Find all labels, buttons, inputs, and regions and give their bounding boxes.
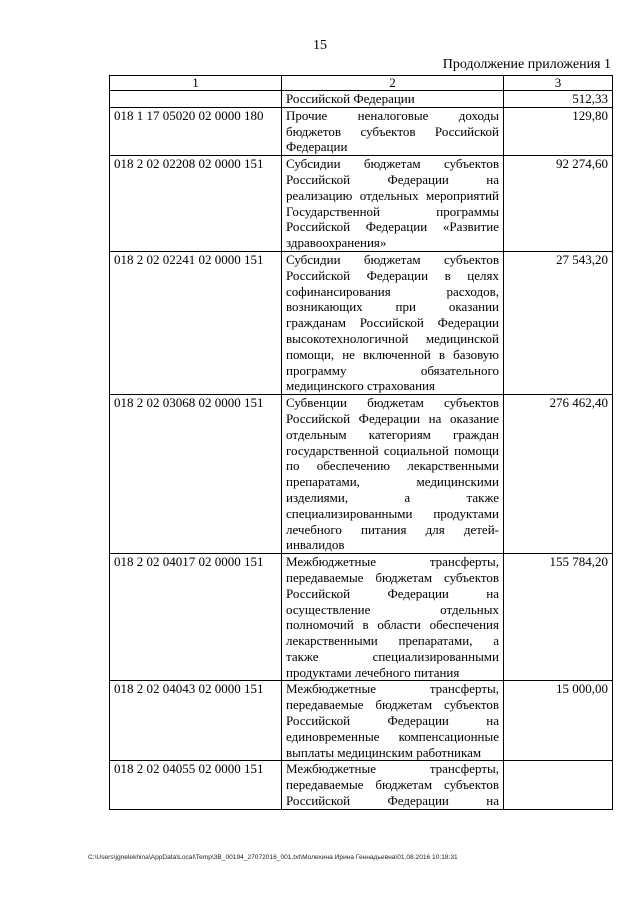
income-description: Межбюджетные трансферты, передаваемые бюджетам субъектов Российской Федерации на единовременные компенсационные выплаты медицинским работникам bbox=[282, 681, 504, 761]
budget-code bbox=[110, 91, 282, 108]
income-amount: 15 000,00 bbox=[504, 681, 613, 761]
income-amount: 129,80 bbox=[504, 107, 613, 155]
income-amount bbox=[504, 761, 613, 809]
income-description: Российской Федерации bbox=[282, 91, 504, 108]
file-path-footer: C:\Users\jgnelekhina\AppData\Local\Temp\3B_00194_27072016_001.txt\Молехина Ирина Геннадьевна\01.08.2016 10:18:31 bbox=[88, 854, 458, 861]
income-description: Прочие неналоговые доходы бюджетов субъектов Российской Федерации bbox=[282, 107, 504, 155]
income-description: Межбюджетные трансферты, передаваемые бюджетам субъектов Российской Федерации на bbox=[282, 761, 504, 809]
income-description: Субвенции бюджетам субъектов Российской Федерации на оказание отдельным категориям граждан государственной социальной помощи по обеспечению лекарственными препаратами, медицинскими изделиями, а также специализированными продуктами лечебного питания для детей-инвалидов bbox=[282, 395, 504, 554]
table-row bbox=[110, 251, 613, 394]
income-amount: 276 462,40 bbox=[504, 395, 613, 554]
budget-code: 018 2 02 04055 02 0000 151 bbox=[110, 761, 282, 809]
budget-code: 018 2 02 03068 02 0000 151 bbox=[110, 395, 282, 554]
table-row bbox=[110, 91, 613, 108]
table-row bbox=[110, 761, 613, 809]
budget-code: 018 2 02 02208 02 0000 151 bbox=[110, 156, 282, 252]
budget-table bbox=[109, 75, 613, 810]
income-description: Межбюджетные трансферты, передаваемые бюджетам субъектов Российской Федерации на осуществление отдельных полномочий в области обеспечения лекарственными препаратами, а также специализированными продуктами лечебного питания bbox=[282, 554, 504, 681]
budget-code: 018 2 02 04017 02 0000 151 bbox=[110, 554, 282, 681]
income-amount: 512,33 bbox=[504, 91, 613, 108]
table-header-row bbox=[110, 76, 613, 91]
table-row bbox=[110, 554, 613, 681]
page-number: 15 bbox=[313, 38, 327, 53]
table-row bbox=[110, 681, 613, 761]
table-row bbox=[110, 156, 613, 252]
column-header-2: 2 bbox=[282, 76, 504, 91]
table-row bbox=[110, 395, 613, 554]
income-amount: 92 274,60 bbox=[504, 156, 613, 252]
budget-code: 018 2 02 02241 02 0000 151 bbox=[110, 251, 282, 394]
column-header-1: 1 bbox=[110, 76, 282, 91]
income-description: Субсидии бюджетам субъектов Российской Федерации на реализацию отдельных мероприятий Государственной программы Российской Федерации «Развитие здравоохранения» bbox=[282, 156, 504, 252]
table-row bbox=[110, 107, 613, 155]
income-description: Субсидии бюджетам субъектов Российской Федерации в целях софинансирования расходов, возникающих при оказании гражданам Российской Федерации высокотехнологичной медицинской помощи, не включенной в базовую программу обязательного медицинского страхования bbox=[282, 251, 504, 394]
budget-code: 018 2 02 04043 02 0000 151 bbox=[110, 681, 282, 761]
budget-code: 018 1 17 05020 02 0000 180 bbox=[110, 107, 282, 155]
column-header-3: 3 bbox=[504, 76, 613, 91]
income-amount: 155 784,20 bbox=[504, 554, 613, 681]
appendix-continuation-label: Продолжение приложения 1 bbox=[442, 57, 611, 72]
income-amount: 27 543,20 bbox=[504, 251, 613, 394]
